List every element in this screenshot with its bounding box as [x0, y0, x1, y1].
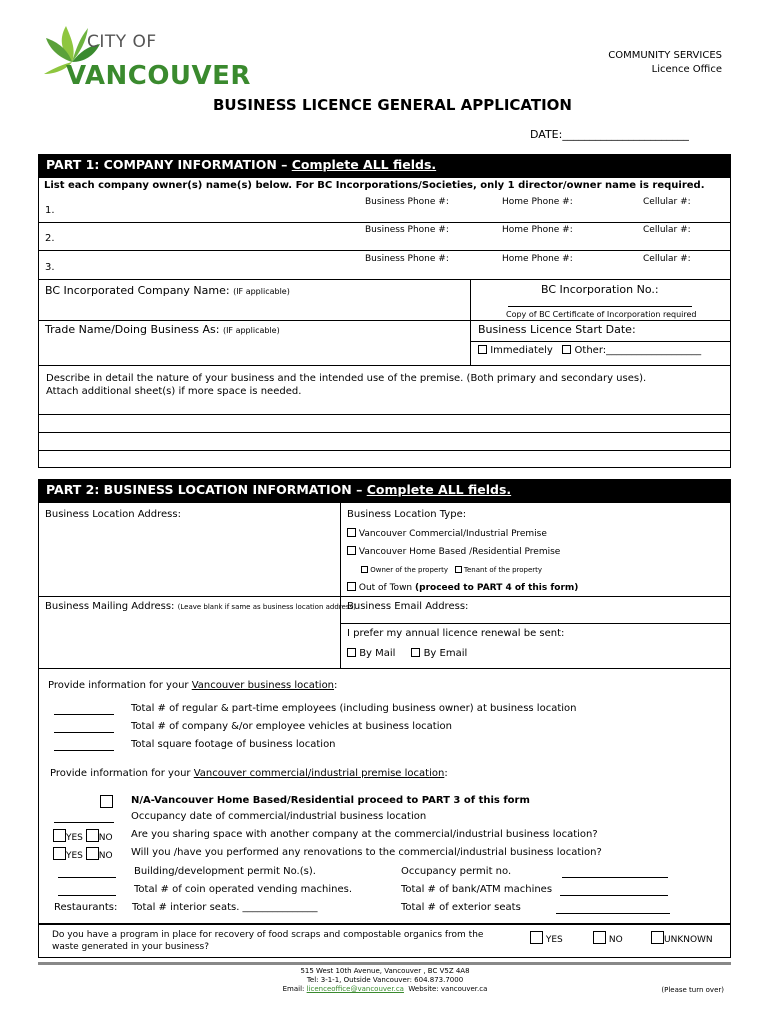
restaurants-label: Restaurants:	[54, 902, 118, 913]
provide2-suffix: :	[444, 768, 448, 779]
renovation-no-checkbox[interactable]	[86, 847, 99, 860]
immediately-label: Immediately	[490, 345, 553, 356]
provide-business-location	[48, 680, 337, 691]
date-field[interactable]: DATE:_______________________	[530, 128, 689, 141]
provide1-suffix: :	[334, 680, 338, 691]
renovation-question: Will you /have you performed any renovations to the commercial/industrial business location?	[131, 847, 602, 858]
out-of-town-note: (proceed to PART 4 of this form)	[415, 583, 579, 593]
cellular-label: Cellular #:	[643, 254, 691, 264]
location-type-label: Business Location Type:	[347, 509, 467, 520]
sharing-yes-checkbox[interactable]	[53, 829, 66, 842]
renewal-preference-label: I prefer my annual licence renewal be sent:	[347, 628, 565, 639]
immediately-checkbox[interactable]	[478, 345, 487, 354]
food-no-checkbox[interactable]	[593, 931, 606, 944]
occupancy-permit-field[interactable]	[562, 877, 668, 878]
vehicles-field[interactable]	[54, 732, 114, 733]
coin-machines-field[interactable]	[58, 895, 116, 896]
sharing-yes-no	[53, 829, 113, 843]
food-question-line-1: Do you have a program in place for recovery of food scraps and compostable organics from the	[52, 930, 484, 940]
renovation-yes-label: YES	[66, 851, 83, 861]
square-footage-label: Total square footage of business location	[131, 739, 336, 750]
part1-heading-note: Complete ALL fields.	[291, 157, 437, 172]
logo-vancouver-text: VANCOUVER	[66, 61, 251, 91]
out-of-town-checkbox[interactable]	[347, 582, 356, 591]
na-home-checkbox[interactable]	[100, 795, 113, 808]
owner-property-checkbox[interactable]	[361, 566, 368, 573]
home-phone-label: Home Phone #:	[502, 254, 573, 264]
coin-machines-label: Total # of coin operated vending machines.	[134, 884, 353, 895]
bc-company-name-field[interactable]	[45, 284, 290, 297]
food-yes-checkbox[interactable]	[530, 931, 543, 944]
part1-header	[38, 154, 731, 177]
renewal-options	[347, 648, 467, 659]
location-address-label: Business Location Address:	[45, 509, 181, 520]
owner-number: 3.	[45, 262, 55, 273]
location-address-field[interactable]	[45, 509, 181, 520]
trade-name-field[interactable]	[45, 323, 280, 336]
bc-incorporation-no-label: BC Incorporation No.:	[541, 283, 659, 296]
other-checkbox[interactable]	[562, 345, 571, 354]
logo-city-text: CITY OF	[87, 32, 157, 52]
commercial-label: Vancouver Commercial/Industrial Premise	[358, 529, 547, 539]
part1-heading: PART 1: COMPANY INFORMATION –	[46, 157, 292, 172]
footer-tel: Tel: 3-1-1, Outside Vancouver: 604.873.7000	[306, 976, 464, 984]
commercial-checkbox[interactable]	[347, 528, 356, 537]
provide2-prefix: Provide information for your	[50, 768, 194, 779]
exterior-seats-field[interactable]	[556, 913, 670, 914]
describe-line-1: Describe in detail the nature of your business and the intended use of the premise. (Both primary and secondary uses).	[46, 373, 647, 384]
food-no-label: NO	[608, 935, 623, 945]
food-unknown-label: UNKNOWN	[664, 935, 713, 945]
home-phone-label: Home Phone #:	[502, 225, 573, 235]
footer-website[interactable]: Website: vancouver.ca	[408, 985, 488, 993]
food-question-line-2: waste generated in your business?	[52, 942, 210, 952]
type-commercial-option[interactable]	[347, 528, 547, 539]
cellular-label: Cellular #:	[643, 225, 691, 235]
start-date-options	[478, 345, 701, 356]
footer-email-label: Email:	[282, 985, 305, 993]
bank-atm-field[interactable]	[560, 895, 668, 896]
turn-over-note: (Please turn over)	[661, 986, 724, 994]
department-name: COMMUNITY SERVICES	[608, 50, 722, 61]
business-phone-label: Business Phone #:	[365, 254, 449, 264]
owner-instruction: List each company owner(s) name(s) below. For BC Incorporations/Societies, only 1 director/owner name is required.	[44, 180, 705, 191]
footer-contact	[0, 985, 770, 993]
office-name: Licence Office	[651, 64, 722, 75]
sharing-no-checkbox[interactable]	[86, 829, 99, 842]
out-of-town-option[interactable]	[347, 582, 578, 593]
describe-line-2: Attach additional sheet(s) if more space is needed.	[46, 386, 302, 397]
footer-divider	[38, 962, 731, 965]
renovation-no-label: NO	[98, 851, 113, 861]
exterior-seats-label: Total # of exterior seats	[401, 902, 521, 913]
provide2-link: Vancouver commercial/industrial premise location	[193, 768, 445, 779]
vehicles-label: Total # of company &/or employee vehicles at business location	[131, 721, 452, 732]
square-footage-field[interactable]	[54, 750, 114, 751]
mailing-address-label: Business Mailing Address:	[45, 601, 175, 612]
provide1-link: Vancouver business location	[191, 680, 335, 691]
employees-field[interactable]	[54, 714, 114, 715]
email-address-label: Business Email Address:	[347, 601, 469, 612]
property-status-options	[361, 566, 542, 574]
business-phone-label: Business Phone #:	[365, 197, 449, 207]
by-mail-checkbox[interactable]	[347, 648, 356, 657]
home-based-label: Vancouver Home Based /Residential Premise	[358, 547, 561, 557]
business-description-field[interactable]	[38, 414, 731, 468]
building-permit-label: Building/development permit No.(s).	[134, 866, 316, 877]
trade-name-note: (IF applicable)	[222, 326, 280, 335]
tenant-property-label: Tenant of the property	[463, 566, 543, 574]
mailing-address-field[interactable]	[45, 601, 356, 612]
owner-number: 2.	[45, 233, 55, 244]
occupancy-date-field[interactable]	[54, 822, 114, 823]
interior-seats-field[interactable]: Total # interior seats. _______________	[132, 902, 318, 913]
bc-incorporation-no-field[interactable]	[508, 306, 692, 307]
owner-number: 1.	[45, 205, 55, 216]
part2-header	[38, 479, 731, 502]
by-email-checkbox[interactable]	[411, 648, 420, 657]
food-yes-option[interactable]	[530, 931, 563, 945]
occupancy-permit-label: Occupancy permit no.	[401, 866, 512, 877]
renovation-yes-no	[53, 847, 113, 861]
home-phone-label: Home Phone #:	[502, 197, 573, 207]
type-home-option[interactable]	[347, 546, 560, 557]
other-date-field[interactable]: Other:___________________	[574, 345, 702, 356]
employees-label: Total # of regular & part-time employees (including business owner) at business location	[131, 703, 577, 714]
bc-company-name-label: BC Incorporated Company Name:	[45, 284, 230, 297]
bc-certificate-note: Copy of BC Certificate of Incorporation required	[506, 310, 697, 319]
occupancy-date-label: Occupancy date of commercial/industrial business location	[131, 811, 427, 822]
sharing-no-label: NO	[98, 833, 113, 843]
business-phone-label: Business Phone #:	[365, 225, 449, 235]
tenant-property-checkbox[interactable]	[455, 566, 462, 573]
email-address-field[interactable]	[347, 601, 468, 612]
start-date-label: Business Licence Start Date:	[478, 323, 636, 336]
by-email-label: By Email	[423, 648, 468, 659]
food-yes-label: YES	[545, 935, 563, 945]
food-unknown-checkbox[interactable]	[651, 931, 664, 944]
form-title: BUSINESS LICENCE GENERAL APPLICATION	[213, 96, 572, 114]
na-home-label: N/A-Vancouver Home Based/Residential proceed to PART 3 of this form	[131, 795, 530, 806]
footer-address: 515 West 10th Avenue, Vancouver , BC V5Z 4A8	[300, 967, 470, 975]
home-based-checkbox[interactable]	[347, 546, 356, 555]
city-logo	[42, 20, 251, 92]
renovation-yes-checkbox[interactable]	[53, 847, 66, 860]
provide-commercial-location	[50, 768, 448, 779]
bc-company-name-note: (IF applicable)	[233, 287, 290, 296]
food-no-option[interactable]	[593, 931, 623, 945]
part2-heading: PART 2: BUSINESS LOCATION INFORMATION –	[46, 482, 367, 497]
food-unknown-option[interactable]	[651, 931, 713, 945]
mailing-address-note: (Leave blank if same as business location address)	[177, 603, 356, 611]
out-of-town-label: Out of Town	[358, 583, 413, 593]
building-permit-field[interactable]	[58, 877, 116, 878]
part2-heading-note: Complete ALL fields.	[366, 482, 512, 497]
trade-name-label: Trade Name/Doing Business As:	[45, 323, 220, 336]
owner-property-label: Owner of the property	[370, 566, 448, 574]
sharing-question: Are you sharing space with another company at the commercial/industrial business location?	[131, 829, 598, 840]
provide1-prefix: Provide information for your	[48, 680, 192, 691]
bank-atm-label: Total # of bank/ATM machines	[401, 884, 553, 895]
sharing-yes-label: YES	[66, 833, 83, 843]
footer-email-link[interactable]: licenceoffice@vancouver.ca	[306, 985, 404, 993]
cellular-label: Cellular #:	[643, 197, 691, 207]
by-mail-label: By Mail	[359, 648, 396, 659]
